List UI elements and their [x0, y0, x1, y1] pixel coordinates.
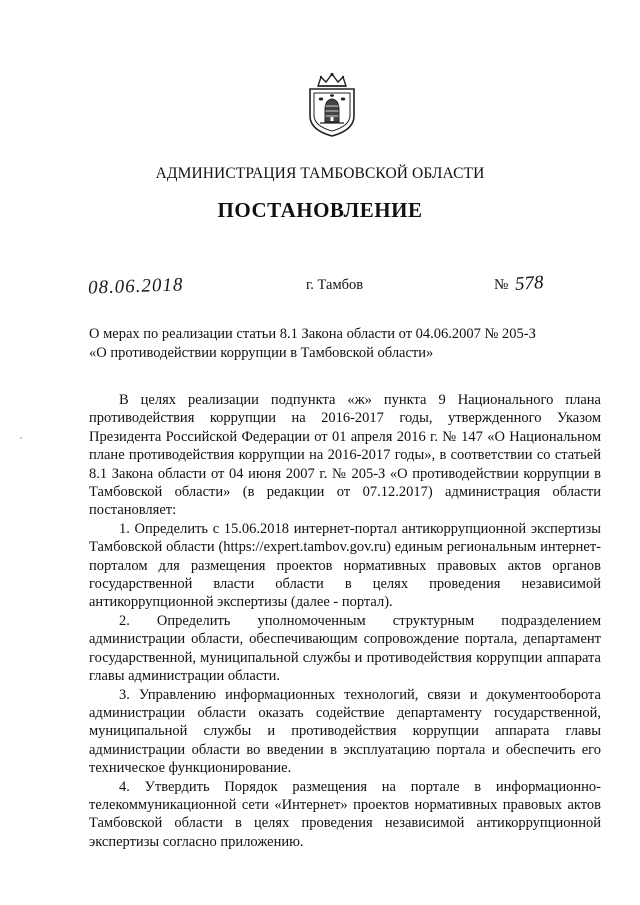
- subject-line: «О противодействии коррупции в Тамбовской области»: [89, 345, 434, 361]
- subject-line: О мерах по реализации статьи 8.1 Закона области от 04.06.2007 № 205-З: [89, 326, 536, 342]
- organization-title: АДМИНИСТРАЦИЯ ТАМБОВСКОЙ ОБЛАСТИ: [155, 165, 485, 182]
- handwritten-date: 08.06.2018: [87, 274, 184, 299]
- preamble-paragraph: В целях реализации подпункта «ж» пункта 9 Национального плана противодействия коррупции на 2016-2017 годы, утвержденного Указом Президента Российской Федерации от 01 апреля 2016 г. № 147 «О Национальном плане противодействия коррупции на 2016-2017 годы», в соответствии со статьей 8.1 Закона области от 04 июня 2007 г. № 205-З «О противодействии коррупции в Тамбовской области» (в редакции от 07.12.2017) администрация области постановляет:: [89, 392, 601, 519]
- tambov-region-coat-of-arms-icon: [306, 72, 358, 138]
- city-label: г. Тамбов: [306, 277, 364, 293]
- scan-artifact: [20, 437, 22, 439]
- handwritten-number: 578: [514, 272, 545, 295]
- clause-paragraph-1: 1. Определить с 15.06.2018 интернет-портал антикоррупционной экспертизы Тамбовской области (https://expert.tambov.gov.ru) единым региональным интернет-порталом для размещения проектов нормативных правовых актов органов государственной власти области в целях проведения независимой антикоррупционной экспертизы (далее - портал).: [89, 520, 601, 611]
- document-subject: [89, 325, 601, 363]
- document-number: [494, 273, 544, 295]
- number-sign: №: [494, 277, 509, 293]
- document-body: [89, 391, 601, 851]
- clause-paragraph-3: 3. Управлению информационных технологий, связи и документооборота администрации области оказать содействие департаменту государственной, муниципальной службы и противодействия коррупции аппарата главы администрации области во введении в эксплуатацию портала и обеспечить его техническое функционирование.: [89, 686, 601, 777]
- clause-paragraph-4: 4. Утвердить Порядок размещения на портале в информационно-телекоммуникационной сети «Интернет» проектов нормативных правовых актов Тамбовской области в целях проведения независимой антикоррупционной экспертизы согласно приложению.: [89, 778, 601, 850]
- document-type-heading: ПОСТАНОВЛЕНИЕ: [217, 198, 423, 222]
- clause-paragraph-2: 2. Определить уполномоченным структурным подразделением администрации области, обеспечивающим сопровождение портала, департамент государственной, муниципальной службы и противодействия коррупции аппарата главы администрации области.: [89, 612, 601, 685]
